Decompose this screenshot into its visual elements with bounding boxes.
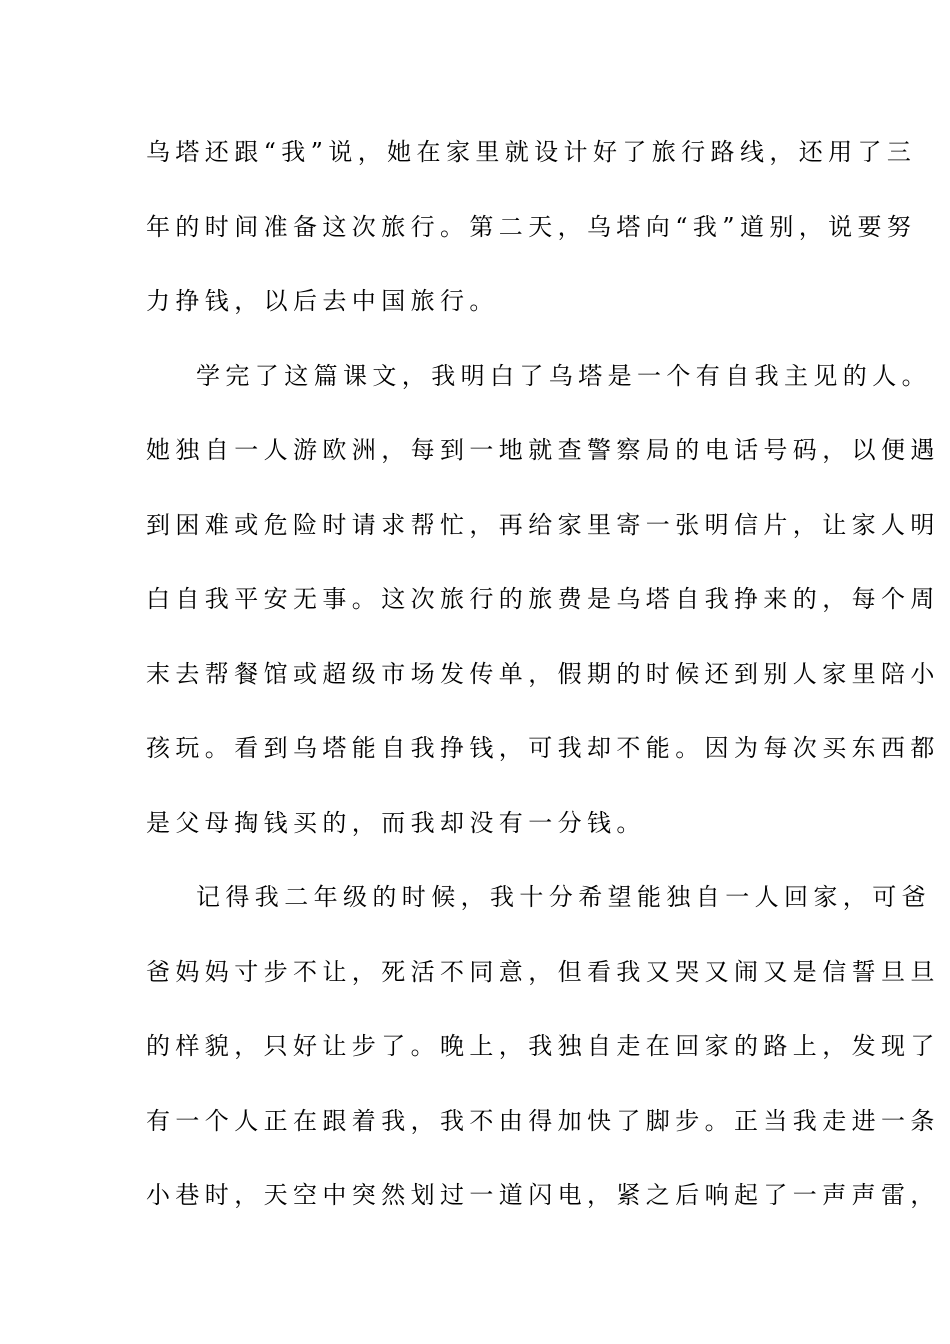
text-line-3: 力挣钱，以后去中国旅行。: [146, 287, 499, 315]
text-line-10: 是父母掏钱买的，而我却没有一分钱。: [146, 808, 646, 837]
text-line-4: 学完了这篇课文，我明白了乌塔是一个有自我主见的人。: [196, 361, 931, 390]
text-line-9: 孩玩。看到乌塔能自我挣钱，可我却不能。因为每次买东西都: [146, 734, 940, 762]
text-line-2: 年的时间准备这次旅行。第二天，乌塔向“我”道别，说要努: [146, 212, 917, 241]
text-line-7: 白自我平安无事。这次旅行的旅费是乌塔自我挣来的，每个周: [146, 585, 940, 613]
text-line-5: 她独自一人游欧洲，每到一地就查警察局的电话号码，以便遇: [146, 436, 940, 464]
text-line-11: 记得我二年级的时候，我十分希望能独自一人回家，可爸: [196, 883, 931, 911]
text-line-12: 爸妈妈寸步不让，死活不同意，但看我又哭又闹又是信誓旦旦: [146, 957, 940, 986]
text-line-15: 小巷时，天空中突然划过一道闪电，紧之后响起了一声声雷，: [146, 1181, 940, 1209]
text-line-13: 的样貌，只好让步了。晚上，我独自走在回家的路上，发现了: [146, 1032, 940, 1060]
text-line-8: 末去帮餐馆或超级市场发传单，假期的时候还到别人家里陪小: [146, 659, 940, 688]
text-line-14: 有一个人正在跟着我，我不由得加快了脚步。正当我走进一条: [146, 1106, 940, 1135]
text-line-1: 乌塔还跟“我”说，她在家里就设计好了旅行路线，还用了三: [146, 138, 917, 166]
text-line-6: 到困难或危险时请求帮忙，再给家里寄一张明信片，让家人明: [146, 510, 940, 539]
body-text: [146, 126, 940, 1244]
